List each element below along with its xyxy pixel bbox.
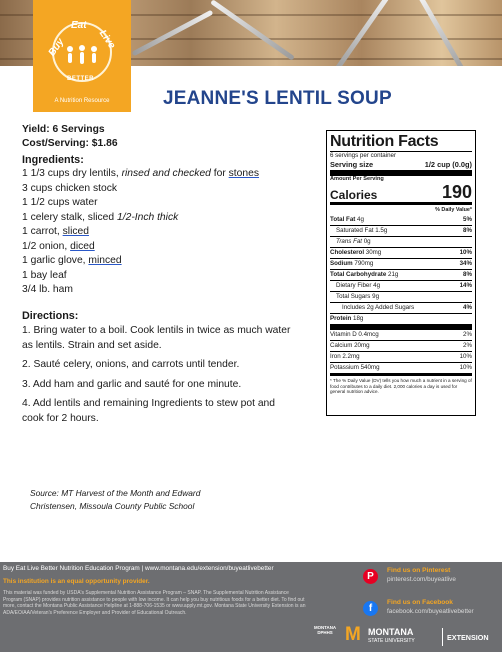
logo-tagline: A Nutrition Resource bbox=[54, 98, 110, 104]
funding-statement: This material was funded by USDA's Supplemental Nutrition Assistance Program – SNAP. The Supplemental Nutrition Assistance Program (SNAP) provides nutrition assistance to people with low income. It can help you buy nutritious foods for a better diet. To find out more, contact the Montana Public Assistance Helpline at 1-888-706-1535 or www.apply.mt.gov. Montana State University Extension is an ADA/EO/AA/Veteran's Preference Employer and Provider of Educational Outreach. bbox=[3, 590, 306, 616]
facebook-heading: Find us on Facebook bbox=[387, 599, 453, 606]
ingredient-item: 1 bay leaf bbox=[22, 269, 67, 281]
nutrient-row: Protein 18g bbox=[330, 313, 472, 324]
directions-heading: Directions: bbox=[22, 310, 79, 322]
msu-sub: STATE UNIVERSITY bbox=[368, 638, 415, 644]
program-line: Buy Eat Live Better Nutrition Education Program | www.montana.edu/extension/buyeatlivebetter bbox=[3, 565, 274, 572]
calories-value: 190 bbox=[441, 182, 472, 202]
serving-size-label: Serving size bbox=[330, 160, 374, 169]
nutrition-title: Nutrition Facts bbox=[330, 133, 439, 150]
direction-step: 2. Sauté celery, onions, and carrots until tender. bbox=[22, 359, 240, 370]
nutrition-footnote: * The % Daily Value (DV) tells you how much a nutrient in a serving of food contributes to a daily diet. 2,000 calories a day is used for general nutrition advice. bbox=[330, 378, 472, 395]
nutrient-row: Trans Fat 0g bbox=[330, 236, 472, 247]
recipe-title: JEANNE'S LENTIL SOUP bbox=[163, 88, 392, 109]
ingredient-item: 1 carrot, sliced bbox=[22, 226, 89, 237]
direction-step: 3. Add ham and garlic and sauté for one minute. bbox=[22, 378, 242, 390]
msu-m-logo: M bbox=[345, 624, 361, 645]
ingredient-item: 1 garlic glove, minced bbox=[22, 255, 122, 266]
yield: Yield: 6 Servings bbox=[22, 124, 105, 135]
vitamin-row: Calcium 20mg 2% bbox=[330, 342, 472, 349]
nutrient-row: Sodium 790mg 34% bbox=[330, 260, 472, 267]
ingredient-item: 1 1/3 cups dry lentils, rinsed and checked for stones bbox=[22, 168, 259, 179]
vitamin-rows bbox=[330, 330, 472, 373]
footer bbox=[0, 562, 502, 652]
people-figures-icon bbox=[61, 44, 103, 74]
ingredient-item: 1 1/2 cups water bbox=[22, 197, 98, 208]
logo-better: BETTER bbox=[67, 76, 94, 82]
logo-word: Buy bbox=[46, 36, 67, 59]
logo-word: Live bbox=[96, 28, 118, 51]
logo-divider bbox=[442, 628, 443, 646]
nutrient-row: Cholesterol 30mg 10% bbox=[330, 249, 472, 256]
calories-label: Calories bbox=[330, 188, 378, 202]
fork-icon bbox=[333, 0, 392, 66]
nutrient-rows bbox=[330, 215, 472, 324]
calories-row bbox=[330, 183, 472, 202]
ingredient-item: 3 cups chicken stock bbox=[22, 182, 118, 194]
fork-icon bbox=[132, 10, 214, 57]
equal-opportunity: This institution is an equal opportunity provider. bbox=[3, 578, 150, 585]
msu-name: MONTANA bbox=[368, 627, 414, 637]
nutrition-facts-label bbox=[326, 130, 476, 416]
amount-per-serving: Amount Per Serving bbox=[330, 176, 384, 182]
daily-value-header: % Daily Value* bbox=[435, 207, 472, 213]
servings-per-container: 6 servings per container bbox=[330, 152, 397, 159]
facebook-icon[interactable]: f bbox=[363, 601, 378, 616]
nutrient-row: Total Fat 4g 5% bbox=[330, 216, 472, 223]
cost-per-serving: Cost/Serving: $1.86 bbox=[22, 138, 118, 149]
extension-label: EXTENSION bbox=[447, 633, 489, 642]
nutrient-row: Total Carbohydrate 21g 8% bbox=[330, 271, 472, 278]
vitamin-row: Iron 2.2mg 10% bbox=[330, 353, 472, 360]
ingredients-list bbox=[22, 167, 259, 298]
directions-list bbox=[22, 324, 294, 431]
logo-word: Eat bbox=[71, 20, 87, 31]
nutrient-row: Total Sugars 9g bbox=[330, 291, 472, 302]
vitamin-row: Potassium 540mg 10% bbox=[330, 364, 472, 371]
pinterest-heading: Find us on Pinterest bbox=[387, 567, 451, 574]
dphhs-logo: MONTANA DPHHS bbox=[313, 625, 337, 635]
pinterest-link[interactable]: pinterest.com/buyeatlive bbox=[387, 576, 456, 583]
serving-size-row bbox=[330, 160, 472, 169]
direction-step: 4. Add lentils and remaining Ingredients to stew pot and cook for 2 hours. bbox=[22, 398, 276, 424]
fork-icon bbox=[210, 0, 295, 61]
vitamin-row: Vitamin D 0.4mcg 2% bbox=[330, 331, 472, 338]
nutrient-row: Saturated Fat 1.5g 8% bbox=[330, 225, 472, 236]
pinterest-icon[interactable]: P bbox=[363, 569, 378, 584]
serving-size-value: 1/2 cup (0.0g) bbox=[424, 160, 472, 169]
ingredient-item: 3/4 lb. ham bbox=[22, 284, 73, 295]
nutrient-row: Includes 2g Added Sugars 4% bbox=[330, 302, 472, 313]
facebook-link[interactable]: facebook.com/buyeatlivebetter bbox=[387, 608, 474, 615]
direction-step: 1. Bring water to a boil. Cook lentils in twice as much water as lentils. Strain and set aside. bbox=[22, 325, 291, 351]
ingredient-item: 1 celery stalk, sliced 1/2-Inch thick bbox=[22, 211, 179, 223]
ingredients-heading: Ingredients: bbox=[22, 154, 84, 166]
recipe-source: Source: MT Harvest of the Month and Edward Christensen, Missoula County Public School bbox=[30, 488, 201, 511]
fork-icon bbox=[418, 0, 467, 66]
nutrient-row: Dietary Fiber 4g 14% bbox=[330, 280, 472, 291]
buy-eat-live-better-logo bbox=[33, 0, 131, 112]
ingredient-item: 1/2 onion, diced bbox=[22, 240, 95, 252]
